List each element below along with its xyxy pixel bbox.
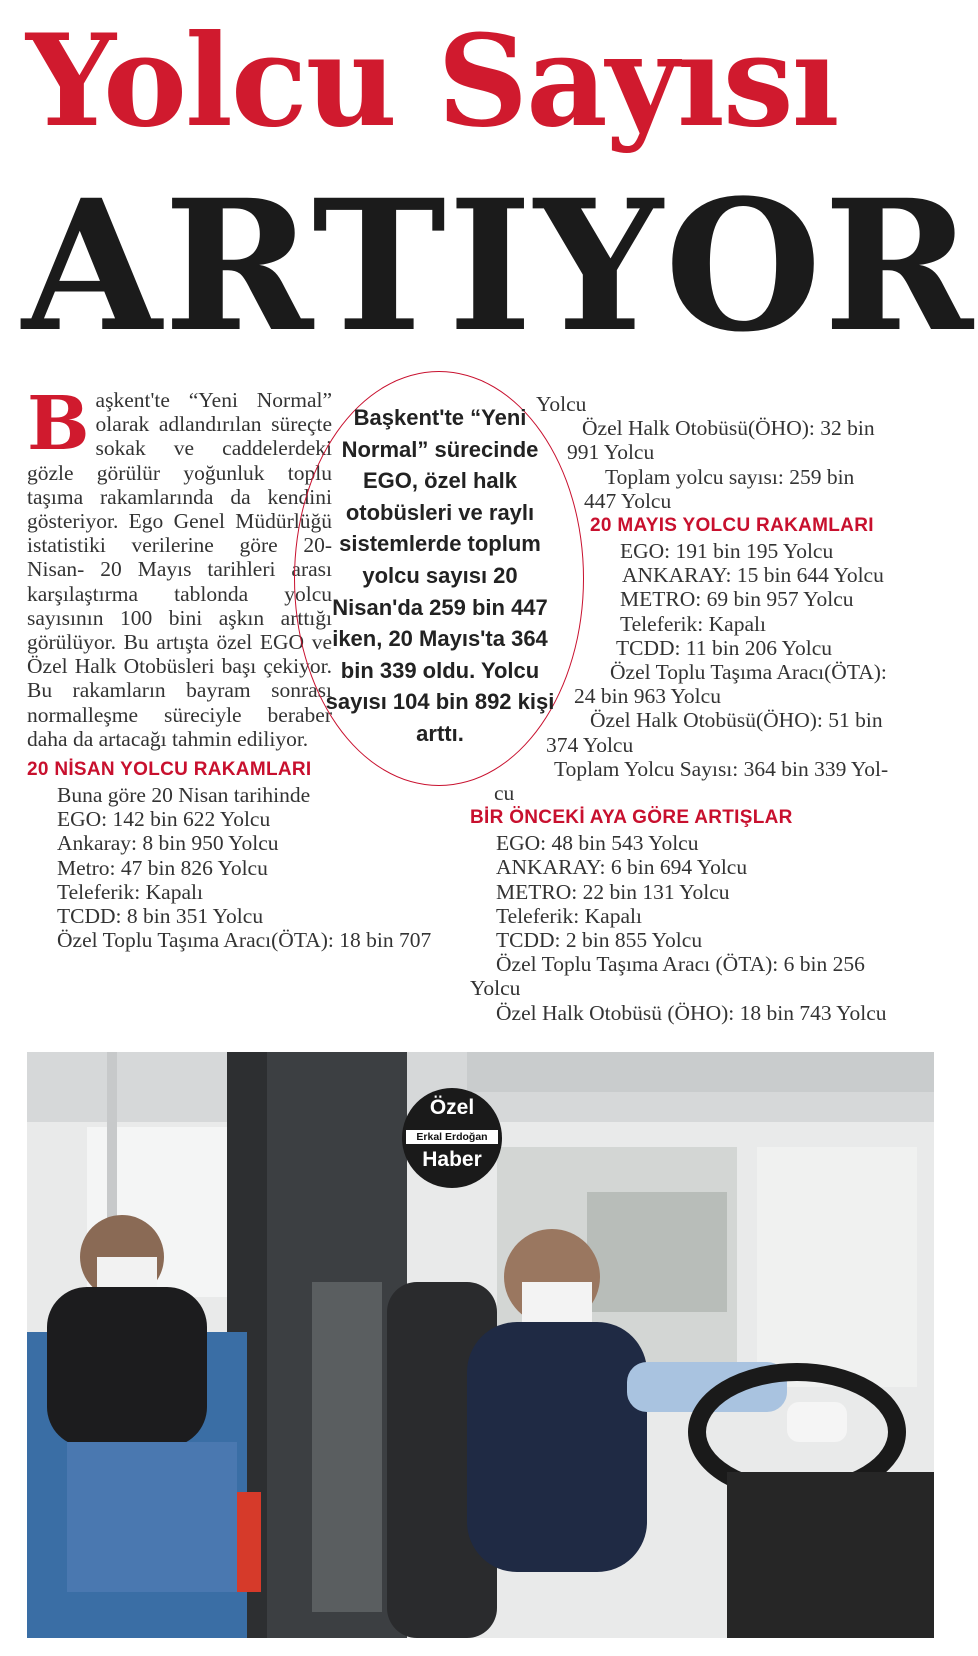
- artis-line: ANKARAY: 6 bin 694 Yolcu: [496, 855, 748, 880]
- article-column-left: [27, 381, 432, 953]
- section-heading-artis: BİR ÖNCEKİ AYA GÖRE ARTIŞLAR: [470, 807, 793, 829]
- artis-line: Özel Halk Otobüsü (ÖHO): 18 bin 743 Yolcu: [496, 1000, 887, 1025]
- nisan-line: Teleferik: Kapalı: [57, 879, 203, 904]
- mayis-line: cu: [494, 781, 515, 806]
- artis-line: TCDD: 2 bin 855 Yolcu: [496, 928, 703, 953]
- artis-line: Yolcu: [470, 976, 521, 1001]
- section-heading-nisan: 20 NİSAN YOLCU RAKAMLARI: [27, 759, 312, 781]
- badge-bottom: Haber: [422, 1148, 482, 1171]
- nisan-line: Ankaray: 8 bin 950 Yolcu: [57, 831, 279, 856]
- callout-text: Başkent'te “Yeni Normal” sürecinde EGO, özel halk otobüsleri ve raylı sistemlerde toplum yolcu sayısı 20 Nisan'da 259 bin 447 iken, 20 Mayıs'ta 364 bin 339 oldu. Yolcu sayısı 104 bin 892 kişi arttı.: [325, 405, 555, 746]
- mayis-line: EGO: 191 bin 195 Yolcu: [620, 539, 834, 564]
- headline-line-1: Yolcu Sayısı: [26, 7, 838, 155]
- nisan-line: TCDD: 8 bin 351 Yolcu: [57, 904, 264, 929]
- nisan-cont-line: Toplam yolcu sayısı: 259 bin: [605, 464, 855, 489]
- nisan-line: EGO: 142 bin 622 Yolcu: [57, 807, 271, 832]
- nisan-cont-line: Yolcu: [536, 392, 587, 416]
- headline-line-2: ARTIYOR: [22, 161, 976, 372]
- ozel-haber-badge: [402, 1088, 502, 1188]
- artis-line: EGO: 48 bin 543 Yolcu: [496, 831, 699, 856]
- mayis-line: METRO: 69 bin 957 Yolcu: [620, 587, 854, 612]
- mayis-line: ANKARAY: 15 bin 644 Yolcu: [622, 563, 884, 588]
- badge-top: Özel: [429, 1096, 475, 1119]
- artis-line: Teleferik: Kapalı: [496, 903, 642, 928]
- nisan-line: Metro: 47 bin 826 Yolcu: [57, 855, 268, 880]
- artis-line: Özel Toplu Taşıma Aracı (ÖTA): 6 bin 256: [496, 952, 865, 977]
- intro-text: aşkent'te “Yeni Normal” olarak adlandırılan süreçte sokak ve caddelerdeki gözle görülür yoğunluk toplu taşıma rakamlarında da kendini gösteriyor. Ego Genel Müdürlüğü istatistiki verilerine göre 20- Nisan- 20 Mayıs tarihleri arası karşılaştırma tablonda yolcu sayısının 100 bini aşkın arttığı görülüyor. Bu artışta özel EGO ve Özel Halk Otobüsleri başı çekiyor. Bu rakamların bayram sonrası normalleşme süreciyle beraber daha da artacağı tahmin ediliyor.: [27, 388, 332, 751]
- mayis-line: 374 Yolcu: [546, 732, 634, 757]
- drop-cap: B: [27, 381, 90, 467]
- section-heading-mayis: 20 MAYIS YOLCU RAKAMLARI: [590, 515, 874, 537]
- nisan-cont-line: 447 Yolcu: [584, 488, 672, 513]
- mayis-line: 24 bin 963 Yolcu: [574, 684, 721, 709]
- mayis-line: Özel Halk Otobüsü(ÖHO): 51 bin: [590, 708, 883, 733]
- article-column-right: [470, 392, 940, 1025]
- nisan-line: Buna göre 20 Nisan tarihinde: [57, 783, 311, 808]
- mayis-line: TCDD: 11 bin 206 Yolcu: [616, 635, 833, 660]
- nisan-line: Özel Toplu Taşıma Aracı(ÖTA): 18 bin 707: [57, 928, 432, 953]
- intro-paragraph: [27, 381, 332, 751]
- artis-line: METRO: 22 bin 131 Yolcu: [496, 879, 730, 904]
- badge-reporter: Erkal Erdoğan: [406, 1130, 498, 1144]
- nisan-cont-line: Özel Halk Otobüsü(ÖHO): 32 bin: [582, 416, 875, 441]
- mayis-line: Toplam Yolcu Sayısı: 364 bin 339 Yol-: [554, 756, 889, 781]
- mayis-line: Özel Toplu Taşıma Aracı(ÖTA):: [610, 660, 887, 685]
- mayis-line: Teleferik: Kapalı: [620, 611, 766, 636]
- nisan-cont-line: 991 Yolcu: [567, 440, 655, 465]
